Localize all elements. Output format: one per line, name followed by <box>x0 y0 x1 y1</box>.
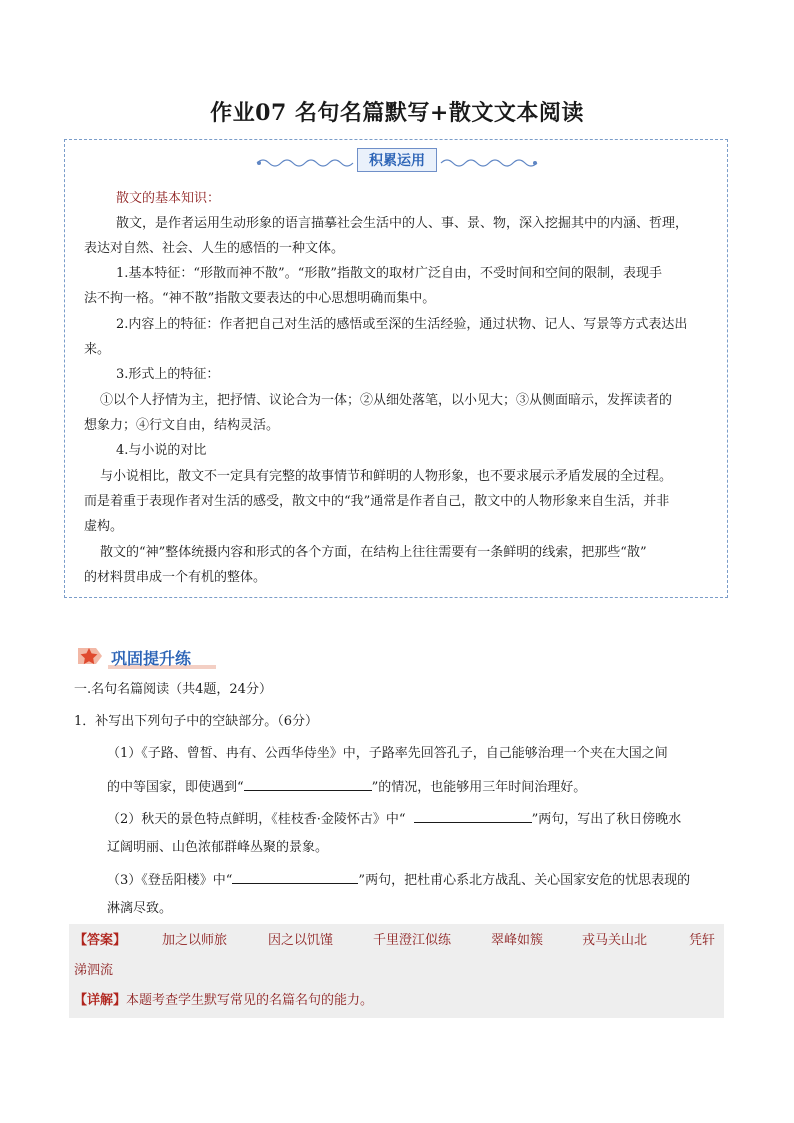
answer-blank <box>244 776 372 791</box>
question-text: （3）《登岳阳楼》中“ <box>107 873 233 888</box>
page-title: 作业07 名句名篇默写+散文文本阅读 <box>210 100 584 126</box>
knowledge-line: 1.基本特征：“形散而神不散”。“形散”指散文的取材广泛自由，不受时间和空间的限制，表现手 <box>116 266 662 281</box>
section-banner: 积累运用 <box>357 148 437 172</box>
answer-label: 【答案】 <box>74 933 127 948</box>
knowledge-line: 散文，是作者运用生动形象的语言描摹社会生活中的人、事、景、物，深入挖掘其中的内涵、哲理， <box>116 216 689 231</box>
question-item-1-cont <box>107 776 586 797</box>
knowledge-line: 想象力；④行文自由，结构灵活。 <box>84 418 280 433</box>
answer-item: 翠峰如簇 <box>491 933 544 948</box>
answer-blank <box>232 869 358 884</box>
answer-item: 戎马关山北 <box>582 933 648 948</box>
knowledge-line: 与小说相比，散文不一定具有完整的故事情节和鲜明的人物形象，也不要求展示矛盾发展的全过程。 <box>100 469 673 484</box>
answer-item: 千里澄江似练 <box>373 933 452 948</box>
question-item-2-cont: 辽阔明丽、山色浓郁群峰丛聚的景象。 <box>107 840 329 855</box>
knowledge-heading: 散文的基本知识： <box>116 191 221 206</box>
question-text: ”两句，写出了秋日傍晚水 <box>531 812 682 827</box>
knowledge-line: 而是着重于表现作者对生活的感受，散文中的“我”通常是作者自己，散文中的人物形象来自生活，并非 <box>84 494 670 509</box>
star-icon <box>76 645 104 667</box>
question-item-3-cont: 淋漓尽致。 <box>107 901 173 916</box>
answer-item: 因之以饥馑 <box>268 933 334 948</box>
knowledge-line: 4.与小说的对比 <box>116 443 207 458</box>
question-text: ”两句，把杜甫心系北方战乱、关心国家安危的忧思表现的 <box>358 873 691 888</box>
knowledge-line: 2.内容上的特征：作者把自己对生活的感悟或至深的生活经验，通过状物、记人、写景等方式表达出 <box>116 317 688 332</box>
answer-item: 凭轩 <box>689 933 716 948</box>
part-heading: 一.名句名篇阅读（共4题，24分） <box>74 682 272 697</box>
knowledge-line: ①以个人抒情为主，把抒情、议论合为一体；②从细处落笔，以小见大；③从侧面暗示，发挥读者的 <box>100 393 673 408</box>
knowledge-line: 来。 <box>84 342 111 357</box>
question-item-3 <box>107 869 690 890</box>
question-text: （2）秋天的景色特点鲜明，《桂枝香·金陵怀古》中“ <box>107 812 406 827</box>
knowledge-line: 散文的“神”整体统摄内容和形式的各个方面，在结构上往往需要有一条鲜明的线索，把那些“散” <box>100 545 647 560</box>
knowledge-line: 的材料贯串成一个有机的整体。 <box>84 570 267 585</box>
answer-blank <box>414 808 532 823</box>
answer-detail: 【详解】本题考查学生默写常见的名篇名句的能力。 <box>74 993 374 1008</box>
knowledge-line: 虚构。 <box>84 519 124 534</box>
question-item-2 <box>107 808 681 829</box>
knowledge-line: 表达对自然、社会、人生的感悟的一种文体。 <box>84 241 345 256</box>
question-item-1: （1）《子路、曾皙、冉有、公西华侍坐》中，子路率先回答孔子，自己能够治理一个夹在大国之间 <box>107 746 668 761</box>
knowledge-line: 法不拘一格。“神不散”指散文要表达的中心思想明确而集中。 <box>84 291 436 306</box>
answer-continuation: 涕泗流 <box>74 963 114 978</box>
knowledge-line: 3.形式上的特征： <box>116 367 220 382</box>
answer-item: 加之以师旅 <box>162 933 228 948</box>
question-text: ”的情况，也能够用三年时间治理好。 <box>371 780 587 795</box>
question-text: 的中等国家，即使遇到“ <box>107 780 244 795</box>
question-stem: 1．补写出下列句子中的空缺部分。（6分） <box>74 714 319 729</box>
practice-section-label: 巩固提升练 <box>111 649 192 668</box>
